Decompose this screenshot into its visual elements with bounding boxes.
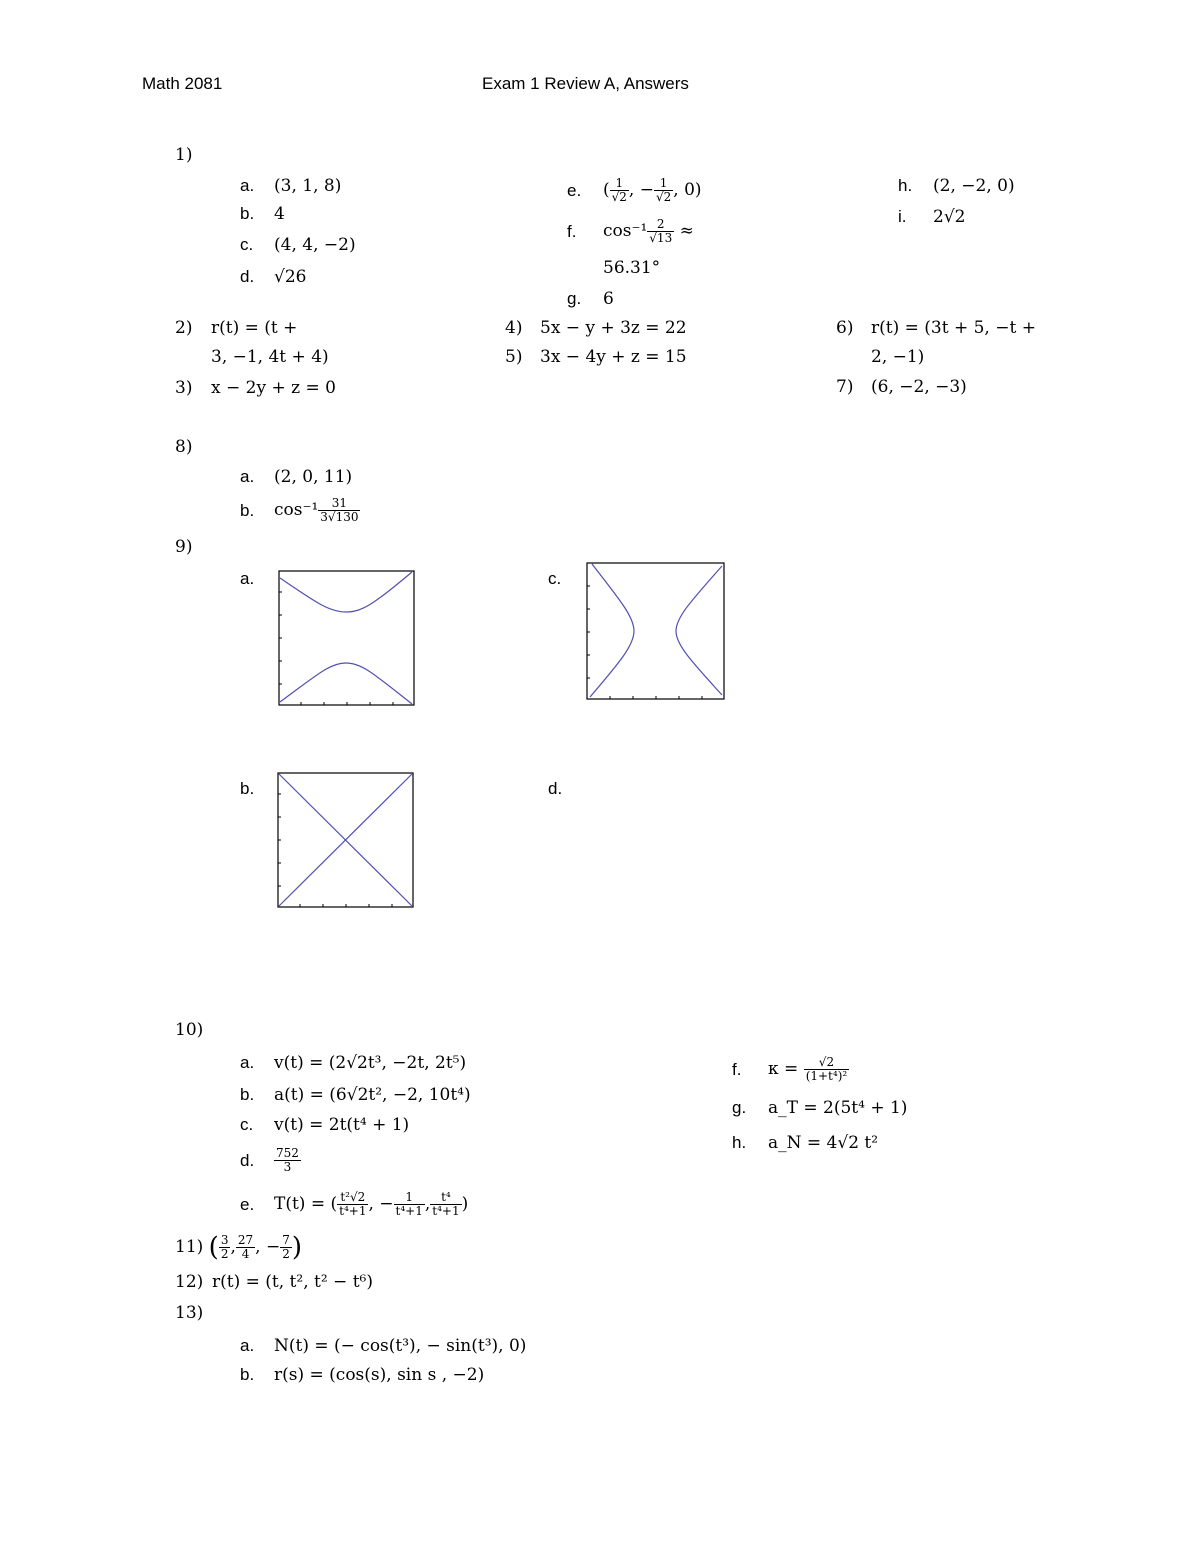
p10b-answer: a(t) = (6√2t², −2, 10t⁴) <box>274 1085 471 1105</box>
p11-frac3: $\frac{7}{2}$ <box>282 1233 290 1261</box>
p10d-answer <box>274 1141 301 1179</box>
p1i-answer: 2√2 <box>933 207 966 227</box>
p10e-frac3: $\frac{\text{t⁴}}{\text{t⁴+1}}$ <box>432 1190 460 1218</box>
p2-answer-line1: r(t) = (t + <box>211 318 298 338</box>
plot-9c-hyperbola <box>586 562 726 701</box>
problem-8-number: 8) <box>175 437 193 457</box>
p7-answer: (6, −2, −3) <box>871 377 967 397</box>
p1e-mid: , − <box>628 180 654 200</box>
p10d-label: d. <box>240 1151 255 1170</box>
p1f-frac: $\frac{2}{√13}$ <box>649 217 673 245</box>
p1h-answer: (2, −2, 0) <box>933 176 1015 196</box>
p3-answer: x − 2y + z = 0 <box>211 378 336 398</box>
p10e-sep2: , <box>424 1194 431 1214</box>
p11-frac1: $\frac{3}{2}$ <box>220 1233 229 1261</box>
p10f-lhs: κ = <box>768 1059 799 1079</box>
p1g-label: g. <box>567 289 582 308</box>
p1d-answer: √26 <box>274 267 307 287</box>
p8b-answer <box>274 492 360 528</box>
p13a-answer: N(t) = (− cos(t³), − sin(t³), 0) <box>274 1336 527 1356</box>
p10g-label: g. <box>732 1098 747 1117</box>
problem-6-number: 6) <box>836 318 854 338</box>
p1f-cos: cos⁻¹ <box>603 221 648 241</box>
p11-sep: , − <box>255 1237 281 1257</box>
p1a-answer: (3, 1, 8) <box>274 176 342 196</box>
p8b-label: b. <box>240 501 255 520</box>
p9a-label: a. <box>240 569 255 588</box>
problem-9-number: 9) <box>175 537 193 557</box>
p1c-answer: (4, 4, −2) <box>274 235 356 255</box>
problem-3-number: 3) <box>175 378 193 398</box>
problem-7-number: 7) <box>836 377 854 397</box>
p13b-label: b. <box>240 1365 255 1384</box>
p1h-label: h. <box>898 176 913 195</box>
p8a-answer: (2, 0, 11) <box>274 467 353 487</box>
p10b-label: b. <box>240 1085 255 1104</box>
course-label: Math 2081 <box>142 74 223 93</box>
problem-1-number: 1) <box>175 145 193 165</box>
plot-9a-hyperbola <box>278 570 416 707</box>
p1d-label: d. <box>240 267 255 286</box>
p10f-label: f. <box>732 1060 742 1079</box>
p1e-open: ( <box>603 180 610 200</box>
p10h-label: h. <box>732 1133 747 1152</box>
p1f-label: f. <box>567 222 577 241</box>
problem-4-number: 4) <box>505 318 523 338</box>
p10f-frac: $\frac{√2}{\text{(1+t⁴)²}}$ <box>805 1055 848 1083</box>
p1b-label: b. <box>240 204 255 223</box>
p8a-label: a. <box>240 467 255 486</box>
p11-close-paren: ) <box>291 1232 303 1263</box>
p1i-label: i. <box>898 207 907 226</box>
p1e-frac2: $\frac{1}{√2}$ <box>655 176 672 204</box>
p5-answer: 3x − 4y + z = 15 <box>540 347 687 367</box>
p10e-sep1: , − <box>368 1194 394 1214</box>
p10g-answer: a_T = 2(5t⁴ + 1) <box>768 1098 908 1118</box>
p1e-close: , 0) <box>673 180 702 200</box>
p1g-answer: 6 <box>603 289 614 309</box>
p9b-label: b. <box>240 779 255 798</box>
p1a-label: a. <box>240 176 255 195</box>
page-title: Exam 1 Review A, Answers <box>482 74 689 93</box>
p10e-close: ) <box>461 1194 469 1214</box>
p13b-answer: r(s) = (cos(s), sin s , −2) <box>274 1365 485 1385</box>
p10e-label: e. <box>240 1195 255 1214</box>
problem-10-number: 10) <box>175 1020 204 1040</box>
problem-12-number: 12) <box>175 1272 204 1292</box>
p1f-degrees: 56.31° <box>603 258 661 278</box>
p9c-label: c. <box>548 569 562 588</box>
p10c-answer: v(t) = 2t(t⁴ + 1) <box>274 1115 410 1135</box>
p10e-frac2: $\frac{1}{\text{t⁴+1}}$ <box>395 1190 423 1218</box>
p10a-label: a. <box>240 1053 255 1072</box>
p13a-label: a. <box>240 1336 255 1355</box>
p1f-approx: ≈ <box>679 221 694 241</box>
p1c-label: c. <box>240 235 254 254</box>
p6-answer-line1: r(t) = (3t + 5, −t + <box>871 318 1036 338</box>
p10e-frac1: $\frac{\text{t²√2}}{\text{t⁴+1}}$ <box>339 1190 367 1218</box>
p8b-frac: $\frac{31}{3√130}$ <box>320 496 359 524</box>
p8b-cos: cos⁻¹ <box>274 500 319 520</box>
p1e-label: e. <box>567 181 582 200</box>
p11-frac2: $\frac{27}{4}$ <box>237 1233 254 1261</box>
p2-answer-line2: 3, −1, 4t + 4) <box>211 347 329 367</box>
p6-answer-line2: 2, −1) <box>871 347 925 367</box>
problem-2-number: 2) <box>175 318 193 338</box>
problem-13-number: 13) <box>175 1303 204 1323</box>
problem-11: 11) ( $\frac{3}{2}$ , $\frac{27}{4}$ , − $\frac{7}{2}$ ) <box>175 1232 303 1263</box>
p1e-answer <box>603 172 702 208</box>
p1e-frac1: $\frac{1}{√2}$ <box>611 176 627 204</box>
p1f-answer <box>603 213 694 249</box>
p10e-answer <box>274 1185 468 1223</box>
p10a-answer: v(t) = (2√2t³, −2t, 2t⁵) <box>274 1053 467 1073</box>
problem-11-number: 11) <box>175 1237 204 1257</box>
p10c-label: c. <box>240 1115 254 1134</box>
p11-open-paren: ( <box>208 1232 219 1263</box>
p12-answer: r(t) = (t, t², t² − t⁶) <box>212 1272 373 1292</box>
plot-9b-cross-lines <box>277 772 415 909</box>
p10h-answer: a_N = 4√2 t² <box>768 1133 879 1153</box>
p10e-lhs: T(t) = ( <box>274 1194 338 1214</box>
p9d-label: d. <box>548 779 563 798</box>
p10d-frac: $\frac{752}{3}$ <box>276 1146 299 1174</box>
p1b-answer: 4 <box>274 204 285 224</box>
p10f-answer <box>768 1050 849 1088</box>
problem-5-number: 5) <box>505 347 523 367</box>
p4-answer: 5x − y + 3z = 22 <box>540 318 687 338</box>
